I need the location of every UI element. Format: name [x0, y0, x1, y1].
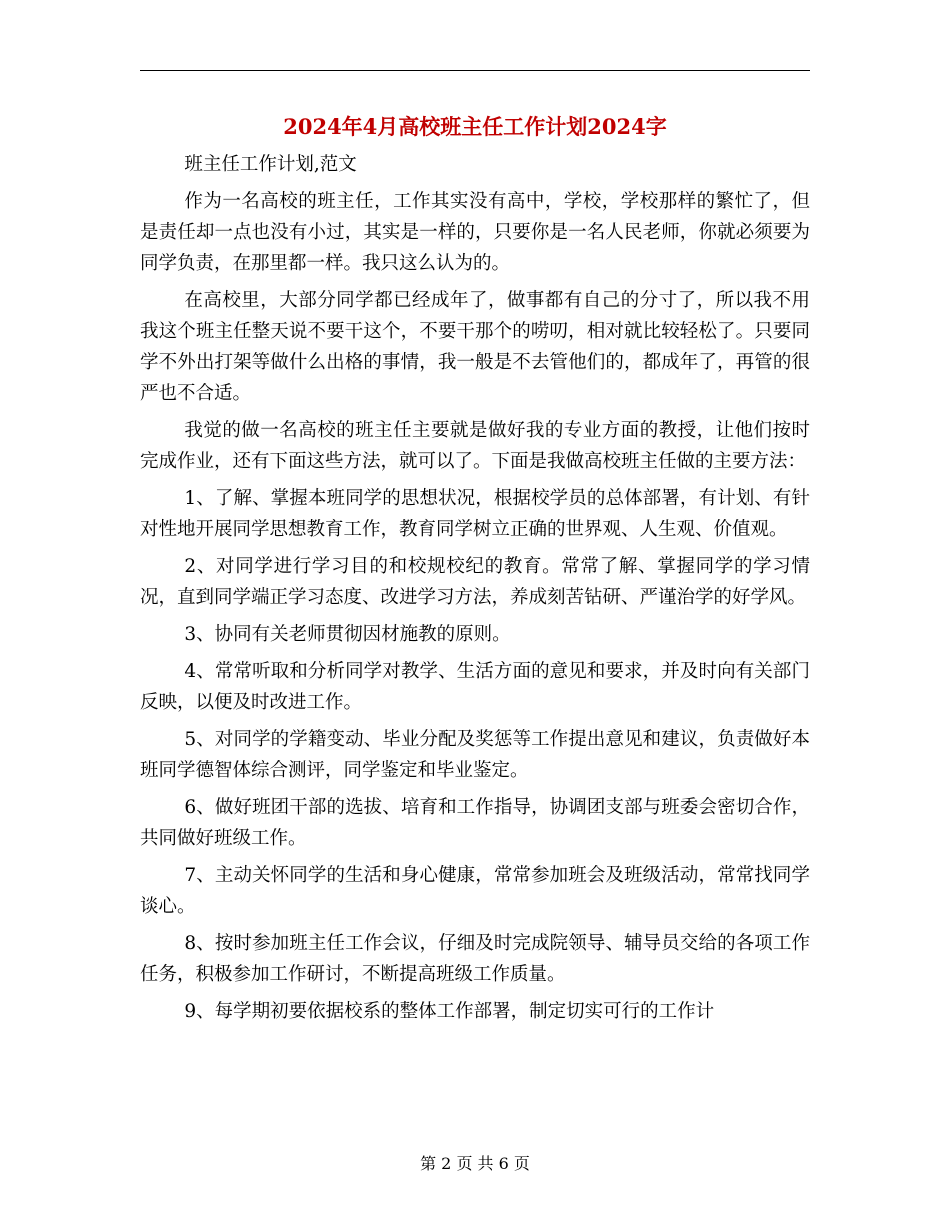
paragraph: 作为一名高校的班主任，工作其实没有高中，学校，学校那样的繁忙了，但是责任却一点也没有小过，其实是一样的，只要你是一名人民老师，你就必须要为同学负责，在那里都一样。我只这么认为的。: [140, 191, 810, 274]
document-body: [140, 149, 810, 1033]
list-item: 4、常常听取和分析同学对教学、生活方面的意见和要求，并及时向有关部门反映，以便及时改进工作。: [140, 661, 810, 713]
page-number-footer: 第 2 页 共 6 页: [420, 1154, 530, 1173]
header-rule: [140, 70, 810, 71]
list-item: 2、对同学进行学习目的和校规校纪的教育。常常了解、掌握同学的学习情况，直到同学端正学习态度、改进学习方法，养成刻苦钻研、严谨治学的好学风。: [140, 556, 810, 608]
paragraph: 我觉的做一名高校的班主任主要就是做好我的专业方面的教授，让他们按时完成作业，还有下面这些方法，就可以了。下面是我做高校班主任做的主要方法：: [140, 420, 810, 472]
list-item: 3、协同有关老师贯彻因材施教的原则。: [184, 624, 511, 645]
list-item: 9、每学期初要依据校系的整体工作部署，制定切实可行的工作计: [184, 1001, 715, 1022]
list-item: 8、按时参加班主任工作会议，仔细及时完成院领导、辅导员交给的各项工作任务，积极参加工作研讨，不断提高班级工作质量。: [140, 933, 810, 985]
document-title: 2024年4月高校班主任工作计划2024字: [283, 114, 667, 139]
list-item: 5、对同学的学籍变动、毕业分配及奖惩等工作提出意见和建议，负责做好本班同学德智体综合测评，同学鉴定和毕业鉴定。: [140, 729, 810, 781]
paragraph-subtitle: 班主任工作计划,范文: [184, 154, 357, 175]
list-item: 7、主动关怀同学的生活和身心健康，常常参加班会及班级活动，常常找同学谈心。: [140, 865, 810, 917]
list-item: 6、做好班团干部的选拔、培育和工作指导，协调团支部与班委会密切合作，共同做好班级工作。: [140, 797, 810, 849]
paragraph: 在高校里，大部分同学都已经成年了，做事都有自己的分寸了，所以我不用我这个班主任整天说不要干这个，不要干那个的唠叨，相对就比较轻松了。只要同学不外出打架等做什么出格的事情，我一般是不去管他们的，都成年了，再管的很严也不合适。: [140, 290, 810, 404]
list-item: 1、了解、掌握本班同学的思想状况，根据校学员的总体部署，有计划、有针对性地开展同学思想教育工作，教育同学树立正确的世界观、人生观、价值观。: [140, 488, 810, 540]
